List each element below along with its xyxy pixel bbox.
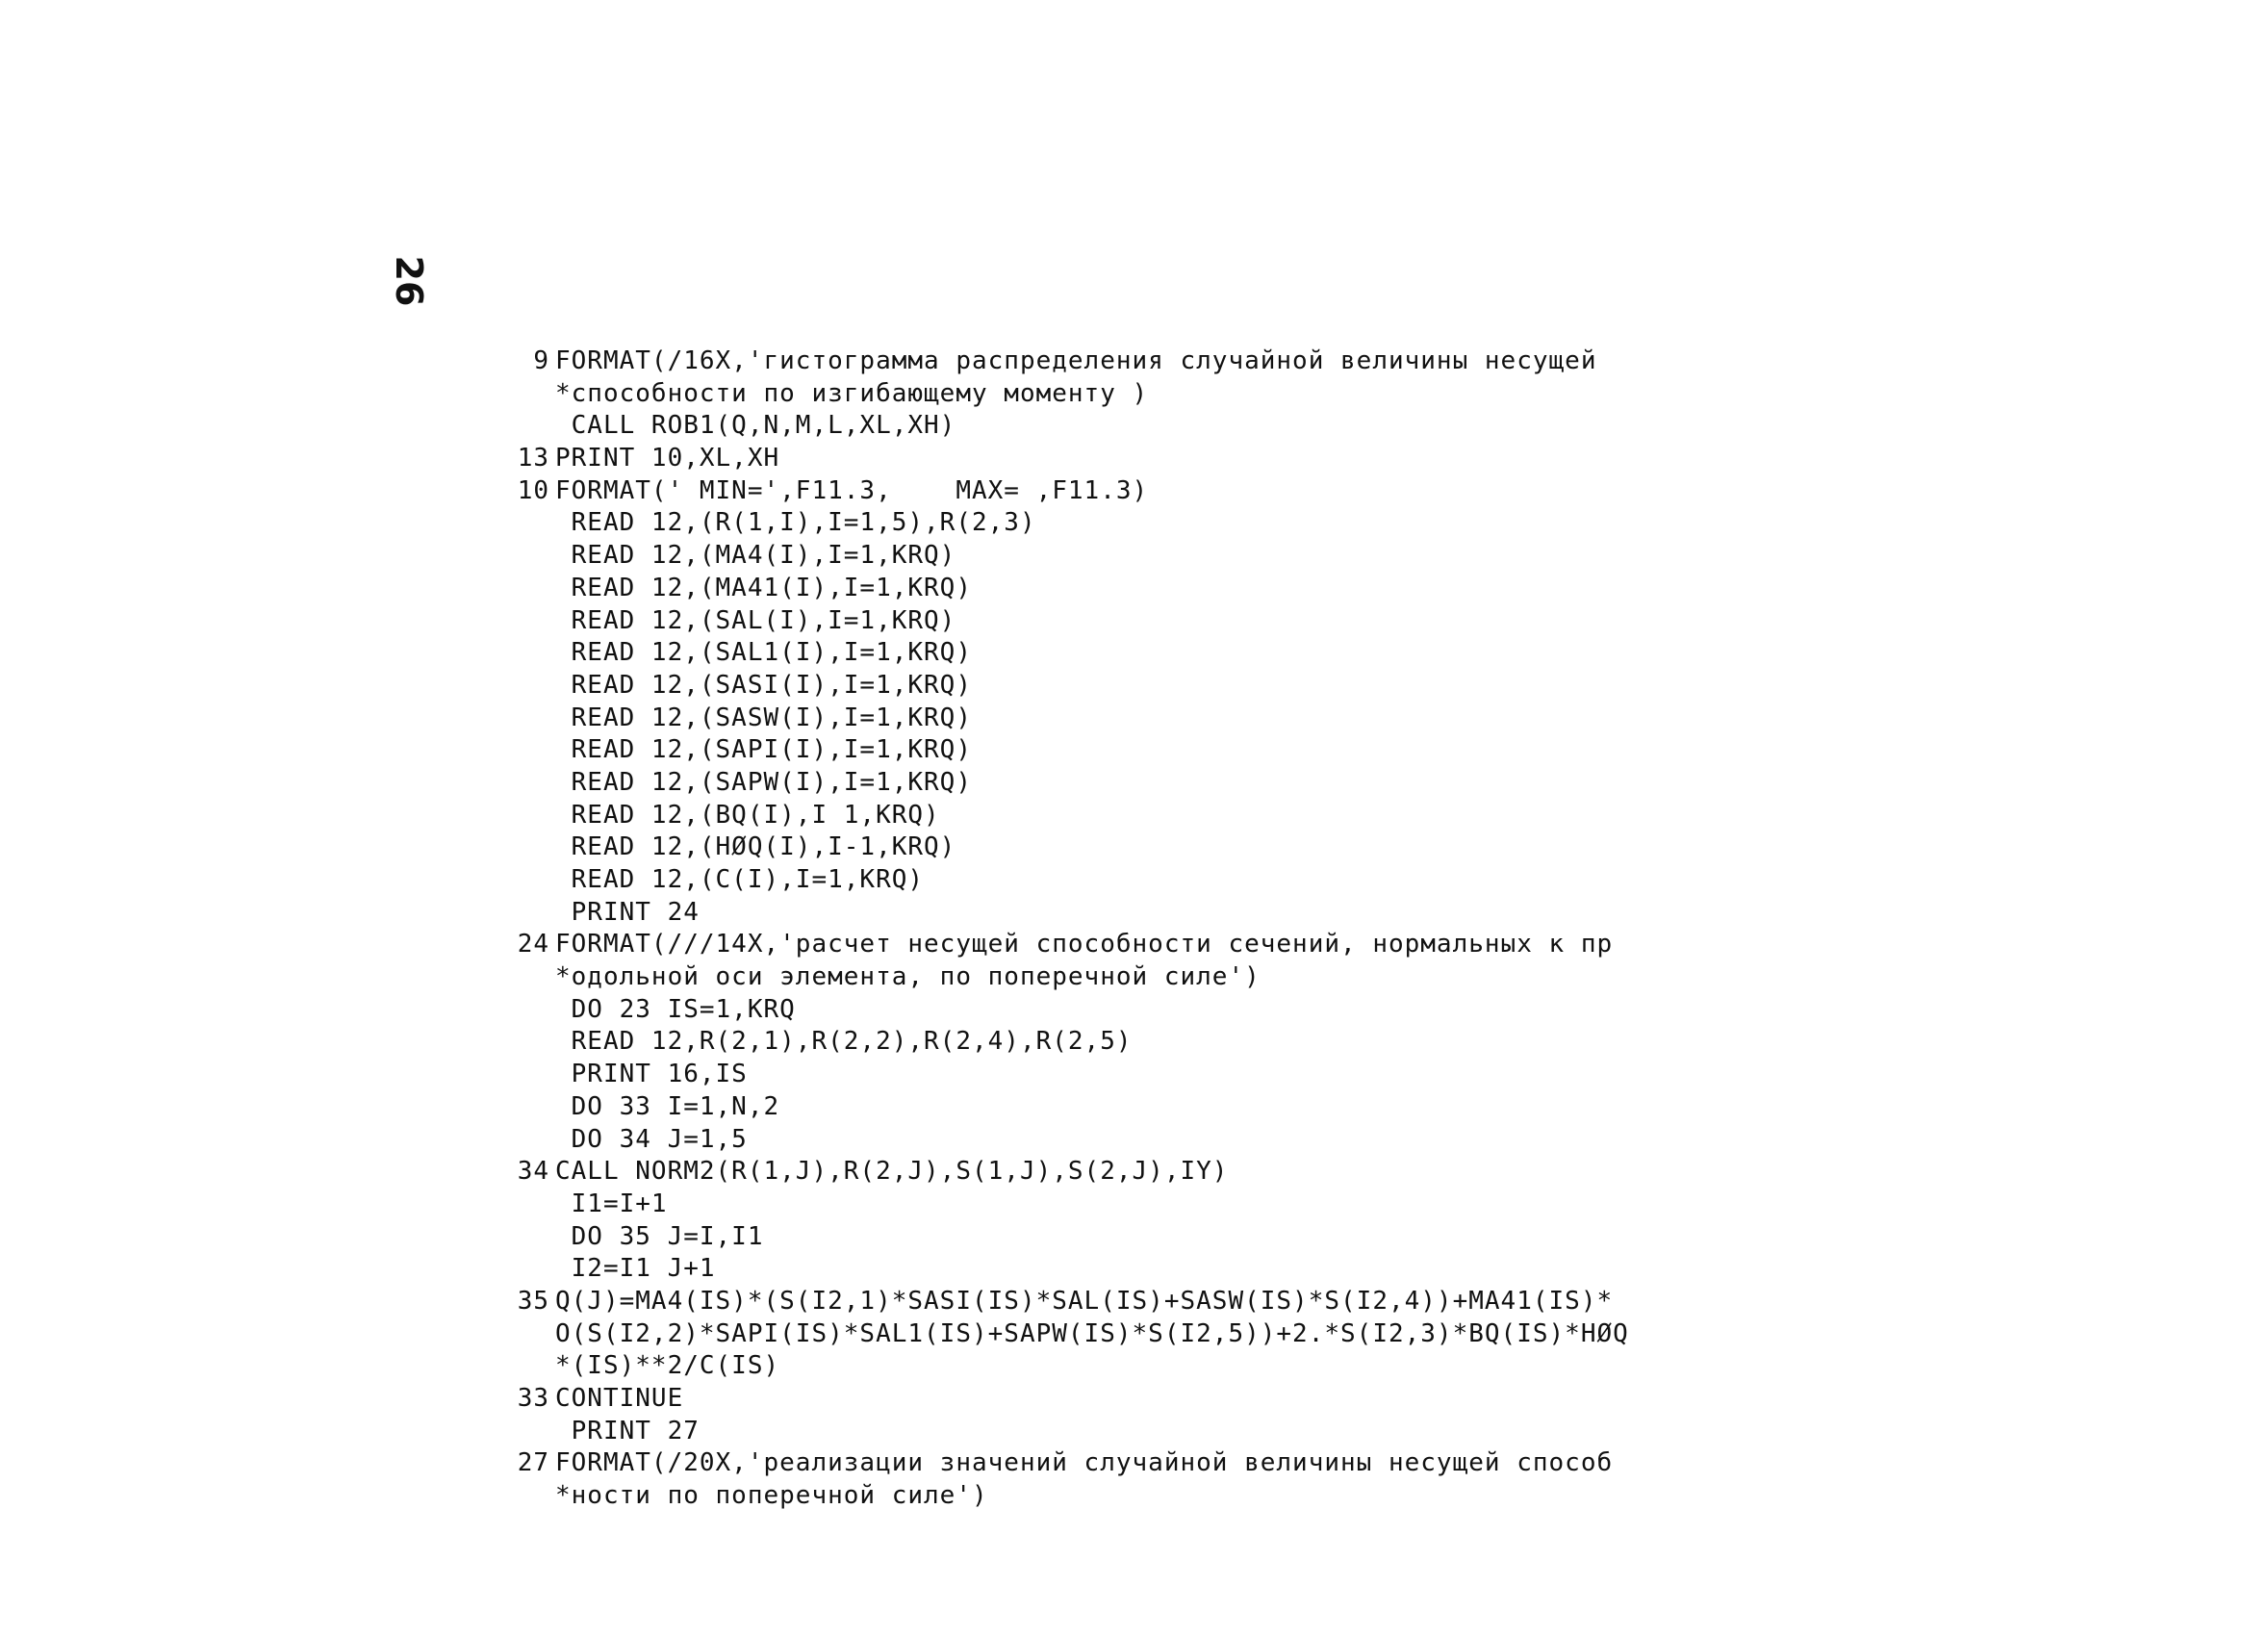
statement-text: PRINT 10,XL,XH (555, 444, 780, 473)
statement-text: CALL ROB1(Q,N,M,L,XL,XH) (555, 411, 956, 441)
statement-label (496, 1059, 555, 1091)
statement-label: 24 (517, 930, 549, 959)
code-listing (496, 345, 1920, 1513)
statement-text: DO 33 I=1,N,2 (555, 1091, 780, 1121)
statement-label (496, 1189, 555, 1221)
statement-label (496, 1350, 555, 1383)
statement-text: CALL NORM2(R(1,J),R(2,J),S(1,J),S(2,J),IY) (555, 1157, 1229, 1187)
statement-label (496, 378, 555, 411)
code-line (496, 1480, 1920, 1513)
statement-text: Q(J)=MA4(IS)*(S(I2,1)*SASI(IS)*SAL(IS)+SASW(IS)*S(I2,4))+MA41(IS)* (555, 1286, 1614, 1316)
code-line (496, 1383, 1920, 1416)
statement-text: *способности по изгибающему моменту ) (555, 378, 1149, 408)
statement-label: 33 (517, 1384, 549, 1413)
statement-label: 9 (533, 346, 549, 375)
code-line (496, 1318, 1920, 1351)
statement-label (496, 1221, 555, 1254)
statement-label (496, 961, 555, 994)
code-line (496, 670, 1920, 703)
code-line (496, 1156, 1920, 1189)
code-line (496, 1416, 1920, 1448)
statement-text: READ 12,(SAL(I),I=1,KRQ) (555, 605, 956, 635)
code-line (496, 1253, 1920, 1286)
statement-text: PRINT 16,IS (555, 1060, 748, 1089)
statement-text: FORMAT(///14X,'расчет несущей способности сечений, нормальных к пр (555, 930, 1614, 959)
statement-label (496, 637, 555, 670)
code-line (496, 1026, 1920, 1059)
statement-label (496, 573, 555, 605)
code-line (496, 961, 1920, 994)
statement-text: READ 12,(SAPI(I),I=1,KRQ) (555, 735, 972, 765)
code-line (496, 475, 1920, 508)
code-line (496, 929, 1920, 961)
code-line (496, 897, 1920, 930)
statement-label: 10 (517, 475, 549, 505)
statement-text: READ 12,(C(I),I=1,KRQ) (555, 865, 925, 894)
code-line (496, 1350, 1920, 1383)
code-line (496, 703, 1920, 735)
code-line (496, 1447, 1920, 1480)
statement-label: 35 (517, 1286, 549, 1316)
statement-text: PRINT 24 (555, 897, 700, 927)
statement-text: READ 12,(MA4(I),I=1,KRQ) (555, 541, 956, 571)
statement-text: *(IS)**2/C(IS) (555, 1351, 780, 1381)
statement-text: I1=I+1 (555, 1189, 668, 1218)
statement-label (496, 800, 555, 832)
code-line (496, 1091, 1920, 1124)
code-line (496, 637, 1920, 670)
statement-label (496, 864, 555, 897)
code-line (496, 378, 1920, 411)
statement-text: DO 34 J=1,5 (555, 1124, 748, 1154)
code-line (496, 1059, 1920, 1091)
statement-label (496, 1416, 555, 1448)
statement-text: READ 12,(HØQ(I),I-1,KRQ) (555, 832, 956, 862)
statement-text: READ 12,(SAL1(I),I=1,KRQ) (555, 638, 972, 668)
statement-text: PRINT 27 (555, 1416, 700, 1445)
code-line (496, 994, 1920, 1027)
code-line (496, 540, 1920, 573)
statement-label (496, 507, 555, 540)
statement-label (496, 703, 555, 735)
code-line (496, 800, 1920, 832)
statement-text: READ 12,(SASI(I),I=1,KRQ) (555, 670, 972, 700)
statement-text: O(S(I2,2)*SAPI(IS)*SAL1(IS)+SAPW(IS)*S(I2,5))+2.*S(I2,3)*BQ(IS)*HØQ (555, 1318, 1629, 1348)
statement-text: READ 12,R(2,1),R(2,2),R(2,4),R(2,5) (555, 1027, 1133, 1057)
statement-text: READ 12,(BQ(I),I 1,KRQ) (555, 800, 940, 830)
code-line (496, 443, 1920, 475)
statement-label (496, 831, 555, 864)
statement-label (496, 605, 555, 638)
code-line (496, 410, 1920, 443)
statement-label (496, 1318, 555, 1351)
statement-label: 34 (517, 1157, 549, 1187)
statement-text: READ 12,(R(1,I),I=1,5),R(2,3) (555, 508, 1036, 538)
code-line (496, 1189, 1920, 1221)
statement-text: READ 12,(MA41(I),I=1,KRQ) (555, 573, 972, 602)
code-line (496, 734, 1920, 767)
statement-text: DO 35 J=I,I1 (555, 1221, 764, 1251)
statement-label (496, 897, 555, 930)
statement-label (496, 767, 555, 800)
statement-label: 27 (517, 1448, 549, 1478)
statement-label (496, 734, 555, 767)
page-number: 26 (388, 255, 430, 307)
code-line (496, 864, 1920, 897)
statement-text: CONTINUE (555, 1384, 684, 1413)
statement-text: READ 12,(SAPW(I),I=1,KRQ) (555, 767, 972, 797)
statement-label (496, 670, 555, 703)
statement-text: FORMAT(/16X,'гистограмма распределения случайной величины несущей (555, 346, 1597, 375)
statement-label (496, 540, 555, 573)
code-line (496, 573, 1920, 605)
statement-text: DO 23 IS=1,KRQ (555, 994, 796, 1024)
statement-label (496, 994, 555, 1027)
code-line (496, 345, 1920, 378)
statement-label (496, 1091, 555, 1124)
statement-label (496, 1253, 555, 1286)
statement-label: 13 (517, 444, 549, 473)
code-line (496, 605, 1920, 638)
code-line (496, 1286, 1920, 1318)
statement-text: FORMAT(' MIN=',F11.3, MAX= ,F11.3) (555, 475, 1149, 505)
code-line (496, 767, 1920, 800)
statement-text: *ности по поперечной силе') (555, 1481, 988, 1511)
statement-text: *одольной оси элемента, по поперечной силе') (555, 962, 1261, 992)
statement-text: READ 12,(SASW(I),I=1,KRQ) (555, 703, 972, 732)
statement-label (496, 1480, 555, 1513)
statement-label (496, 410, 555, 443)
statement-label (496, 1124, 555, 1157)
code-line (496, 507, 1920, 540)
statement-label (496, 1026, 555, 1059)
statement-text: I2=I1 J+1 (555, 1254, 716, 1284)
statement-text: FORMAT(/20X,'реализации значений случайной величины несущей способ (555, 1448, 1614, 1478)
code-line (496, 1221, 1920, 1254)
code-line (496, 1124, 1920, 1157)
code-line (496, 831, 1920, 864)
